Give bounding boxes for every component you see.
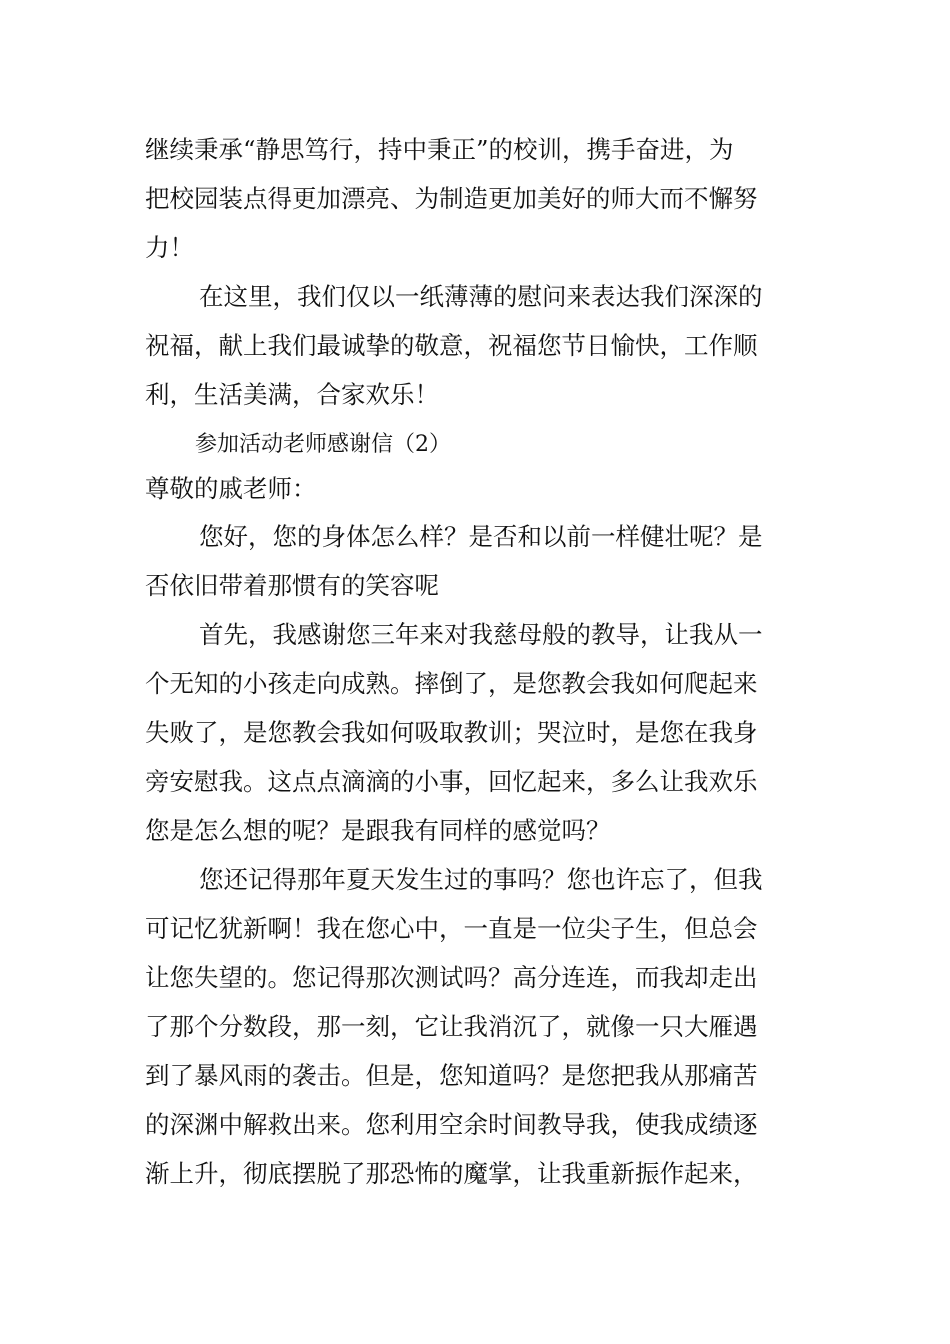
paragraph-line: 首先，我感谢您三年来对我慈母般的教导，让我从一 [199, 620, 763, 649]
paragraph-closing-wish [145, 125, 810, 272]
paragraph-line: 您好，您的身体怎么样？是否和以前一样健壮呢？是 [199, 522, 763, 551]
paragraph-line: 了那个分数段，那一刻，它让我消沉了，就像一只大雁遇 [145, 1012, 758, 1041]
paragraph-line: 把校园装点得更加漂亮、为制造更加美好的师大而不懈努 [145, 184, 758, 213]
paragraph-line: 可记忆犹新啊！我在您心中，一直是一位尖子生，但总会 [145, 914, 758, 943]
paragraph-line: 失败了，是您教会我如何吸取教训；哭泣时，是您在我身 [145, 718, 758, 747]
paragraph-line: 旁安慰我。这点点滴滴的小事，回忆起来，多么让我欢乐 [145, 767, 758, 796]
paragraph-line: 渐上升，彻底摆脱了那恐怖的魔掌，让我重新振作起来， [145, 1159, 758, 1188]
paragraph-line: 您还记得那年夏天发生过的事吗？您也许忘了，但我 [199, 865, 763, 894]
paragraph-line: 到了暴风雨的袭击。但是，您知道吗？是您把我从那痛苦 [145, 1061, 758, 1090]
paragraph-line: 个无知的小孩走向成熟。摔倒了，是您教会我如何爬起来 [145, 669, 758, 698]
paragraph-line: 让您失望的。您记得那次测试吗？高分连连，而我却走出 [145, 963, 758, 992]
paragraph-line: 您是怎么想的呢？是跟我有同样的感觉吗？ [145, 816, 611, 845]
paragraph-thanks [145, 610, 810, 855]
paragraph-memory [145, 855, 810, 1198]
paragraph-line: 的深渊中解救出来。您利用空余时间教导我，使我成绩逐 [145, 1110, 758, 1139]
paragraph-greeting [145, 512, 810, 610]
document-body [145, 125, 810, 1198]
paragraph-line: 力！ [145, 233, 194, 262]
paragraph-line: 在这里，我们仅以一纸薄薄的慰问来表达我们深深的 [199, 282, 763, 311]
paragraph-line: 利，生活美满，合家欢乐！ [145, 380, 439, 409]
section-heading: 参加活动老师感谢信（2） [195, 432, 451, 457]
paragraph-line: 祝福，献上我们最诚挚的敬意，祝福您节日愉快，工作顺 [145, 331, 758, 360]
paragraph-blessing [145, 272, 810, 419]
paragraph-line: 继续秉承“静思笃行，持中秉正”的校训，携手奋进，为 [145, 135, 734, 164]
paragraph-line: 否依旧带着那惯有的笑容呢 [145, 571, 439, 600]
letter-salutation: 尊敬的戚老师： [145, 474, 317, 503]
